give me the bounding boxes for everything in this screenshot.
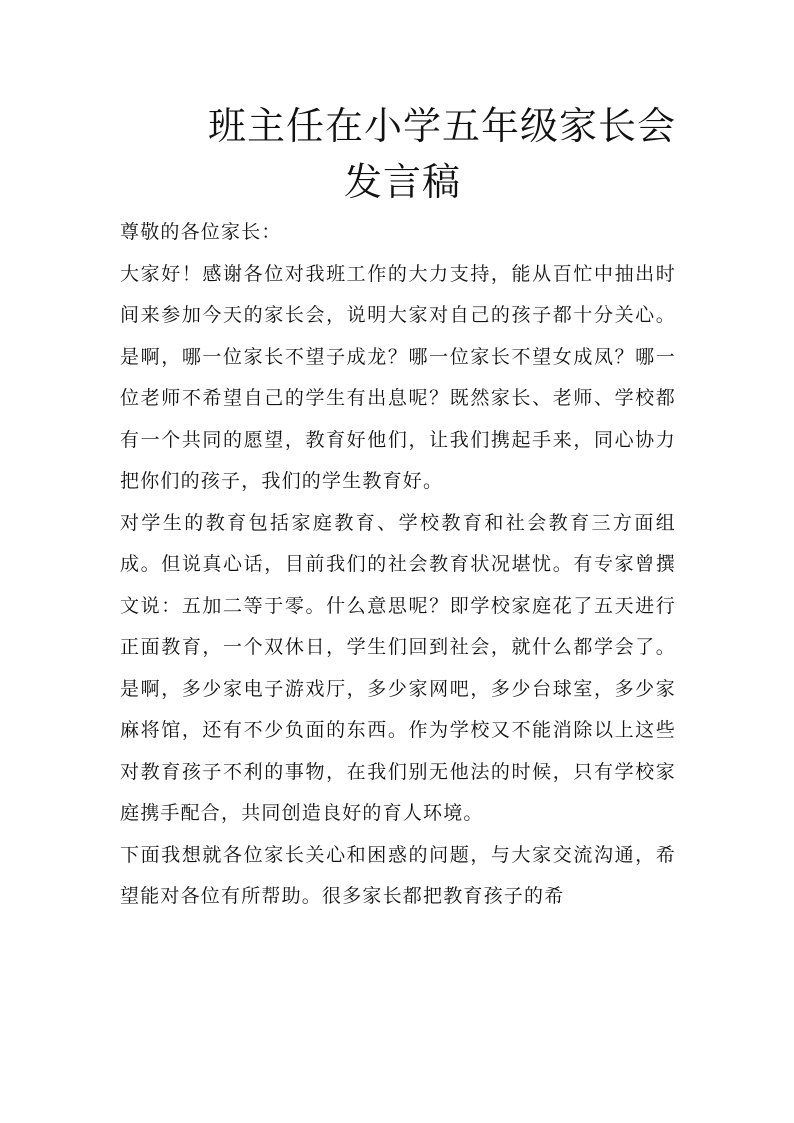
paragraph-3: 下面我想就各位家长关心和困惑的问题，与大家交流沟通，希望能对各位有所帮助。很多家长都把教育孩子的希 <box>120 843 676 907</box>
title-line-1: 班主任在小学五年级家长会 <box>208 104 677 148</box>
salutation: 尊敬的各位家长： <box>120 221 282 243</box>
paragraph-1: 大家好！感谢各位对我班工作的大力支持，能从百忙中抽出时间来参加今天的家长会，说明大家对自己的孩子都十分关心。是啊，哪一位家长不望子成龙？哪一位家长不望女成凤？哪一位老师不希望自己的学生有出息呢？既然家长、老师、学校都有一个共同的愿望，教育好他们，让我们携起手来，同心协力把你们的孩子，我们的学生教育好。 <box>120 262 676 492</box>
paragraph-2: 对学生的教育包括家庭教育、学校教育和社会教育三方面组成。但说真心话，目前我们的社会教育状况堪忧。有专家曾撰文说：五加二等于零。什么意思呢？即学校家庭花了五天进行正面教育，一个双休日，学生们回到社会，就什么都学会了。是啊，多少家电子游戏厅，多少家网吧，多少台球室，多少家麻将馆，还有不少负面的东西。作为学校又不能消除以上这些对教育孩子不利的事物，在我们别无他法的时候，只有学校家庭携手配合，共同创造良好的育人环境。 <box>120 511 676 824</box>
document-title <box>0 98 794 210</box>
document-body <box>120 212 676 918</box>
title-line-2: 发言稿 <box>344 160 462 204</box>
